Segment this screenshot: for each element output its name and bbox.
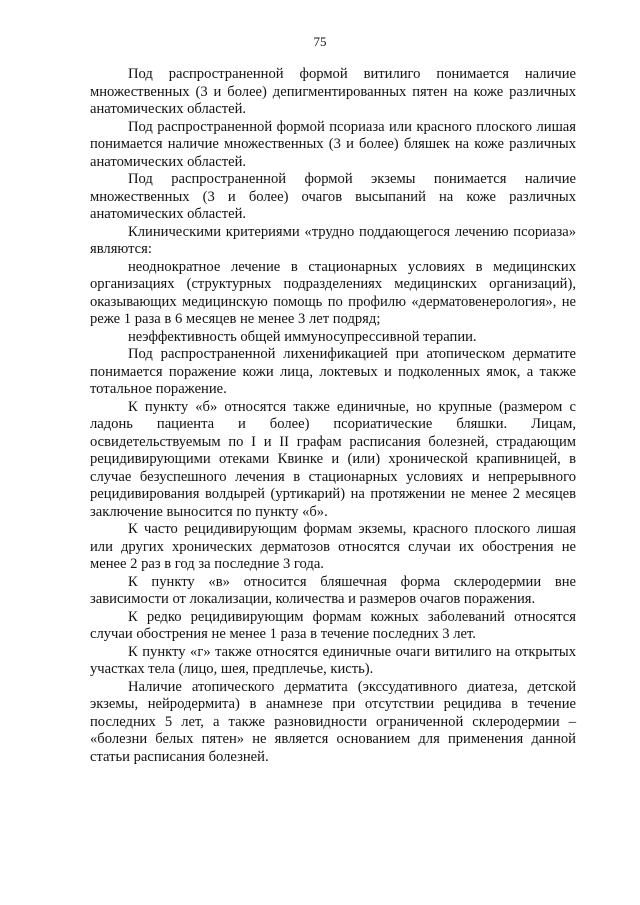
- paragraph: К пункту «б» относятся также единичные, но крупные (размером с ладонь пациента и более) псориатические бляшки. Лицам, освидетельствуемым по I и II графам расписания болезней, страдающим рецидивирующими отеками Квинке и (или) хронической крапивницей, в случае безуспешного лечения в стационарных условиях и непрерывного рецидивирования волдырей (уртикарий) на протяжении не менее 2 месяцев заключение выносится по пункту «б».: [90, 398, 576, 520]
- paragraph: Под распространенной формой псориаза или красного плоского лишая понимается наличие множественных (3 и более) бляшек на коже различных анатомических областей.: [90, 118, 576, 170]
- paragraph: Клиническими критериями «трудно поддающегося лечению псориаза» являются:: [90, 223, 576, 257]
- paragraph: неоднократное лечение в стационарных условиях в медицинских организациях (структурных подразделениях медицинских организаций), оказывающих медицинскую помощь по профилю «дерматовенерология», не реже 1 раза в 6 месяцев не менее 3 лет подряд;: [90, 258, 576, 327]
- paragraph: Под распространенной формой экземы понимается наличие множественных (3 и более) очагов высыпаний на коже различных анатомических областей.: [90, 171, 576, 222]
- paragraph: К часто рецидивирующим формам экземы, красного плоского лишая или других хронических дерматозов относятся случаи их обострения не менее 2 раз в год за последние 3 года.: [90, 521, 576, 572]
- page-number: 75: [313, 34, 327, 49]
- paragraph: Наличие атопического дерматита (экссудативного диатеза, детской экземы, нейродермита) в анамнезе при отсутствии рецидива в течение последних 5 лет, а также разновидности ограниченной склеродермии – «болезни белых пятен» не является основанием для применения данной статьи расписания болезней.: [90, 678, 576, 765]
- paragraph: К пункту «г» также относятся единичные очаги витилиго на открытых участках тела (лицо, шея, предплечье, кисть).: [90, 643, 576, 677]
- paragraph: К редко рецидивирующим формам кожных заболеваний относятся случаи обострения не менее 1 раза в течение последних 3 лет.: [90, 608, 576, 642]
- paragraph: К пункту «в» относится бляшечная форма склеродермии вне зависимости от локализации, количества и размеров очагов поражения.: [90, 573, 576, 607]
- body-text: [90, 66, 576, 766]
- paragraph: неэффективность общей иммуносупрессивной терапии.: [128, 328, 477, 345]
- paragraph: Под распространенной лихенификацией при атопическом дерматите понимается поражение кожи лица, локтевых и подколенных ямок, а также тотальное поражение.: [90, 346, 576, 397]
- paragraph: Под распространенной формой витилиго понимается наличие множественных (3 и более) депигментированных пятен на коже различных анатомических областей.: [90, 66, 576, 117]
